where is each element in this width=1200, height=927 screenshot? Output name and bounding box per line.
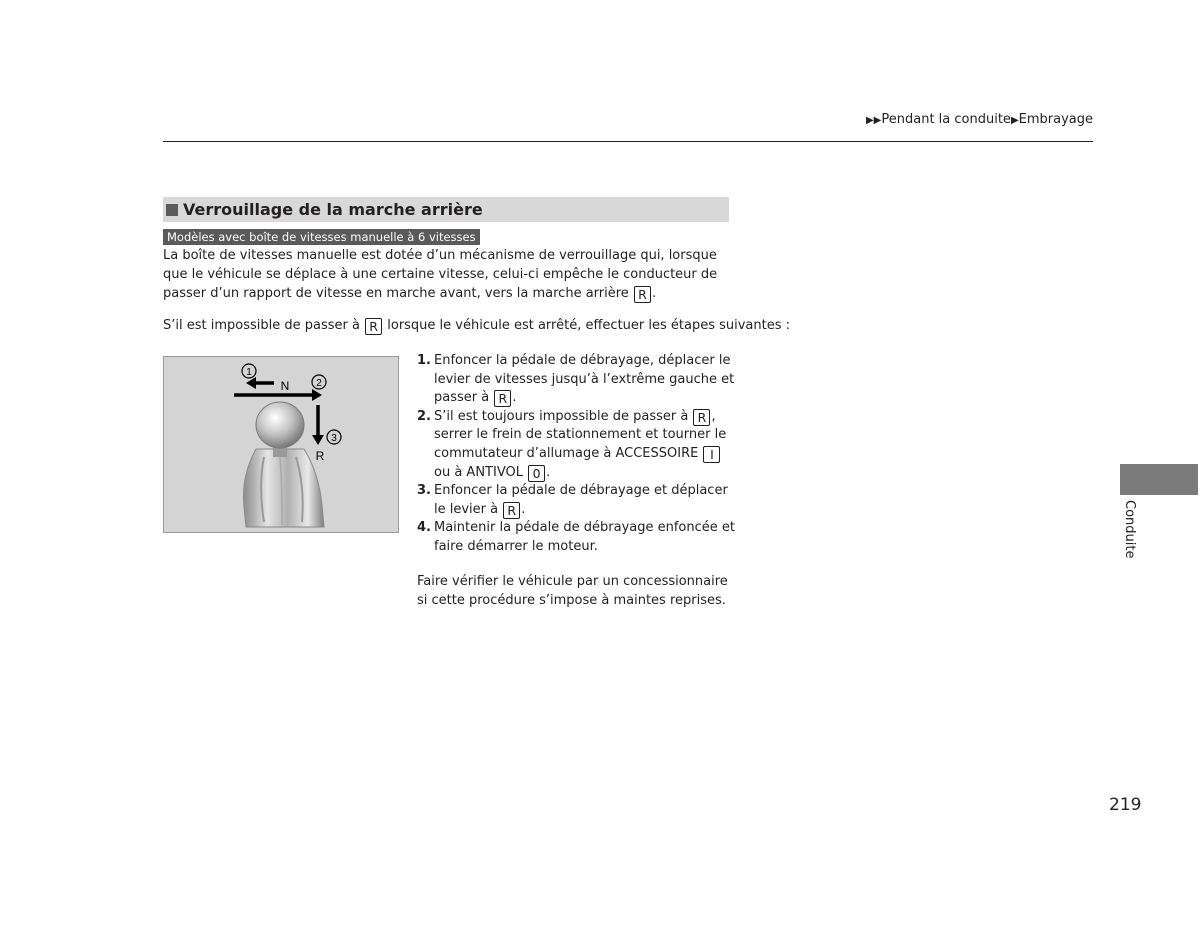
condition-paragraph	[163, 316, 791, 335]
shift-knob	[256, 402, 304, 448]
step-text: S’il est toujours impossible de passer à	[434, 408, 689, 424]
section-title: Verrouillage de la marche arrière	[183, 200, 483, 219]
step-text-end: .	[546, 464, 551, 480]
gear-shift-illustration	[164, 357, 398, 532]
step-item	[417, 408, 737, 482]
side-tab	[1120, 464, 1198, 495]
key-lock: 0	[528, 465, 545, 482]
breadcrumb-item-pendant-la-conduite: Pendant la conduite	[881, 112, 1011, 127]
gear-shift-figure	[163, 356, 399, 533]
step-number: 3.	[417, 483, 431, 499]
header-rule	[163, 141, 1093, 142]
step-text: ou à ANTIVOL	[434, 464, 523, 480]
arrow-down-head	[312, 435, 324, 445]
step-3-label: 3	[331, 433, 337, 444]
step-item	[417, 482, 737, 519]
step-text: , serrer le frein de stationnement et tourner le commutateur d’allumage à ACCESSOIRE	[434, 408, 727, 461]
step-number: 4.	[417, 520, 431, 536]
step-text: Enfoncer la pédale de débrayage, déplacer le levier de vitesses jusqu’à l’extrême gauche et passer à	[434, 353, 735, 406]
arrow-left-head	[246, 377, 256, 389]
model-tag: Modèles avec boîte de vitesses manuelle à 6 vitesses	[163, 229, 480, 245]
section-header	[163, 197, 729, 222]
arrow-right-head	[312, 389, 322, 401]
intro-text: La boîte de vitesses manuelle est dotée d’un mécanisme de verrouillage qui, lorsque que le véhicule se déplace à une certaine vitesse, celui-ci empêche le conducteur de passer d’un rapport de vitesse en marche avant, vers la marche arrière	[163, 248, 718, 301]
condition-text-end: lorsque le véhicule est arrêté, effectuer les étapes suivantes :	[387, 318, 791, 333]
key-r: R	[693, 409, 710, 426]
intro-text-end: .	[651, 286, 657, 301]
key-r: R	[365, 318, 382, 335]
step-text-end: .	[521, 501, 526, 517]
key-r: R	[494, 390, 511, 407]
intro-paragraph	[163, 246, 733, 303]
double-triangle-icon: ▶▶	[865, 115, 882, 126]
breadcrumb-item-embrayage: Embrayage	[1018, 112, 1093, 127]
page-number: 219	[1109, 795, 1142, 815]
key-r: R	[503, 502, 520, 519]
key-r: R	[634, 286, 651, 303]
step-number: 1.	[417, 353, 431, 368]
step-text-end: .	[512, 390, 517, 406]
key-accessory: I	[703, 446, 720, 463]
step-1-label: 1	[246, 367, 252, 378]
shift-boot	[244, 449, 325, 527]
step-item	[417, 519, 737, 556]
triangle-icon: ▶	[1010, 115, 1019, 126]
step-item	[417, 352, 737, 408]
step-text: Enfoncer la pédale de débrayage et déplacer le levier à	[434, 483, 728, 517]
step-number: 2.	[417, 408, 431, 424]
steps-list	[417, 352, 737, 557]
note-paragraph: Faire vérifier le véhicule par un concessionnaire si cette procédure s’impose à maintes reprises.	[417, 574, 728, 608]
breadcrumb	[866, 112, 1093, 127]
step-2-label: 2	[316, 378, 322, 389]
condition-text: S’il est impossible de passer à	[163, 318, 360, 333]
side-tab-label: Conduite	[1122, 500, 1137, 559]
reverse-label: R	[315, 449, 325, 463]
neutral-label: N	[280, 379, 290, 393]
step-text: Maintenir la pédale de débrayage enfoncée et faire démarrer le moteur.	[434, 520, 735, 554]
section-square-icon	[166, 204, 178, 216]
